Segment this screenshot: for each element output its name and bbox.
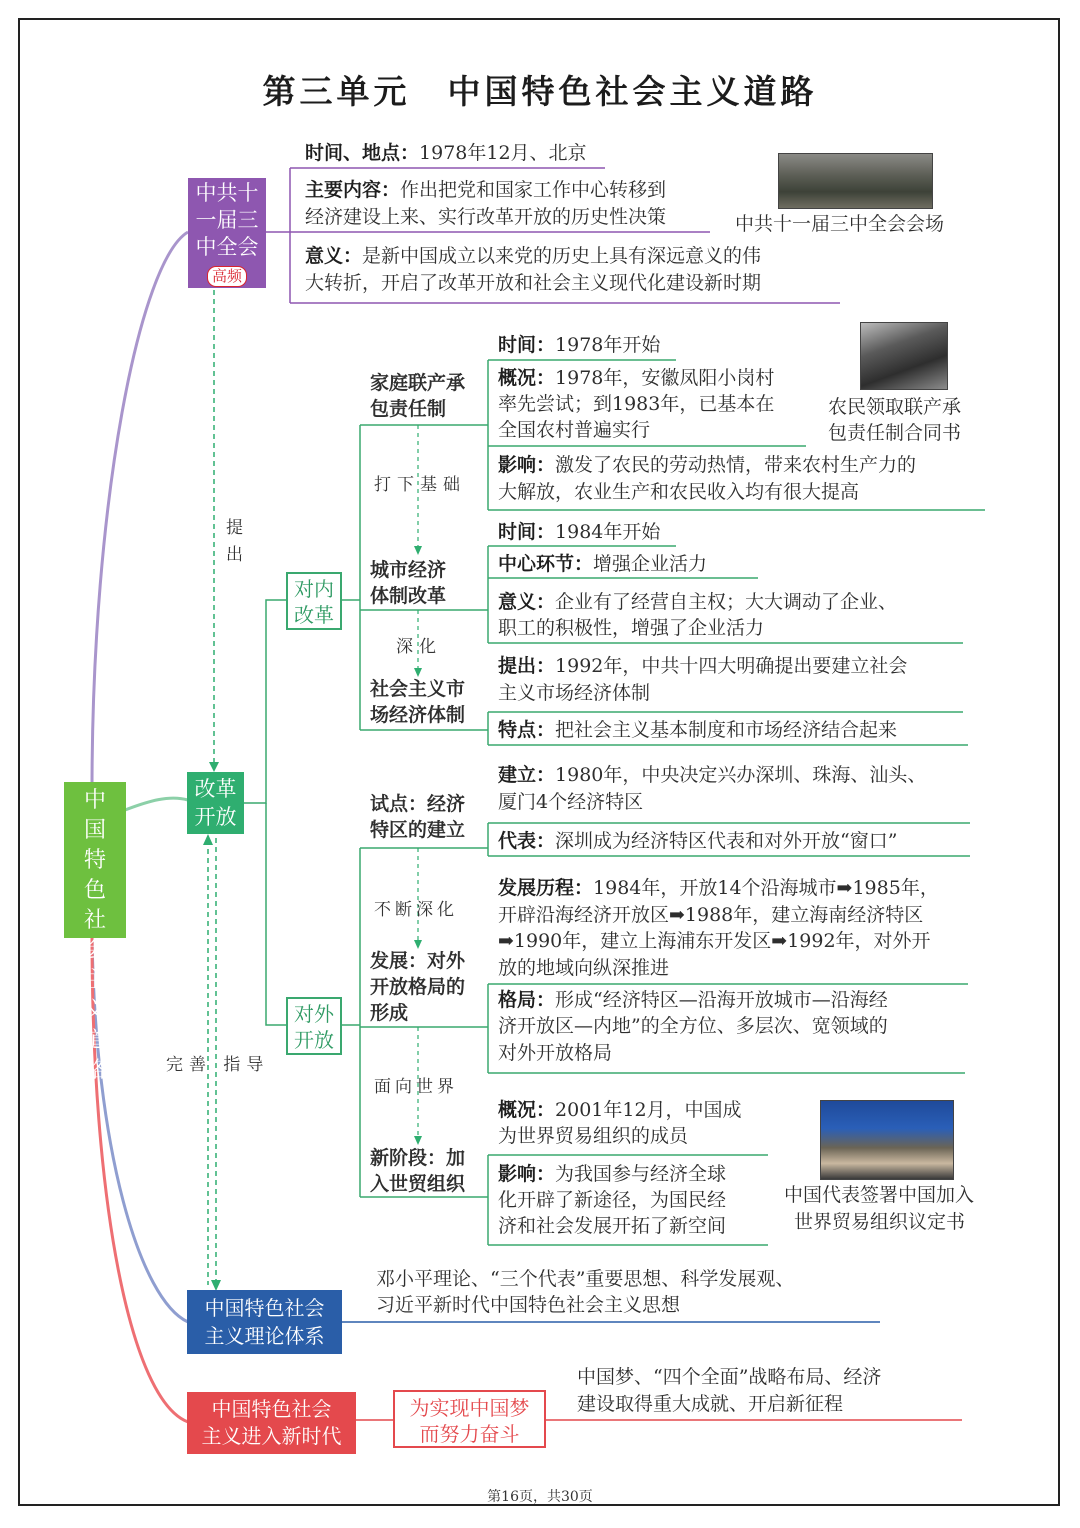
wto-label-line1: 新阶段：加 xyxy=(370,1147,466,1169)
internal-reform-label: 对内改革 xyxy=(294,577,334,627)
plenum-time-text: 时间、地点：1978年12月、北京 xyxy=(305,142,587,164)
root-label: 中国特色社会主义道路 xyxy=(83,788,106,1083)
farmers-photo-caption-line2: 包责任制合同书 xyxy=(828,422,962,444)
sez-label-line1: 试点：经济 xyxy=(370,793,466,815)
development-label-line2: 开放格局的 xyxy=(370,976,466,998)
development-label-line1: 发展：对外 xyxy=(370,950,466,972)
wto-signing-photo xyxy=(820,1100,954,1180)
theory-label-line2: 主义理论体系 xyxy=(204,1324,325,1348)
household-overview-line1: 概况：1978年，安徽凤阳小岗村 xyxy=(498,367,775,389)
farmers-contract-photo xyxy=(860,322,948,390)
household-overview-line2: 率先尝试；到1983年，已基本在 xyxy=(498,393,775,415)
wto-impact-line3: 济和社会发展开拓了新空间 xyxy=(498,1215,727,1237)
high-frequency-badge: 高频 xyxy=(207,266,247,287)
market-feature: 特点：把社会主义基本制度和市场经济结合起来 xyxy=(498,719,898,741)
node-external-opening xyxy=(286,997,342,1055)
sez-established-line1: 建立：1980年，中央决定兴办深圳、珠海、汕头、 xyxy=(498,764,927,786)
link-keep-deepening: 不断深化 xyxy=(374,900,458,920)
pattern-line3: 对外开放格局 xyxy=(498,1042,613,1064)
plenum-content-line2: 经济建设上来、实行改革开放的历史性决策 xyxy=(305,206,667,228)
link-deepen: 深化 xyxy=(396,637,442,657)
urban-meaning-line2: 职工的积极性，增强了企业活力 xyxy=(498,617,765,639)
new-era-text-line2: 建设取得重大成就、开启新征程 xyxy=(577,1393,844,1415)
pattern-line2: 济开放区—内地”的全方位、多层次、宽领域的 xyxy=(498,1015,888,1037)
wto-overview-line1: 概况：2001年12月，中国成 xyxy=(498,1099,742,1121)
development-history-line1: 发展历程：1984年，开放14个沿海城市➡1985年， xyxy=(498,877,939,899)
wto-impact-line2: 化开辟了新途径，为国民经 xyxy=(498,1189,727,1211)
plenum-photo-caption: 中共十一届三中全会会场 xyxy=(735,213,945,235)
node-third-plenum xyxy=(188,178,266,288)
external-opening-label: 对外开放 xyxy=(294,1002,334,1052)
pattern-line1: 格局：形成“经济特区—沿海开放城市—沿海经 xyxy=(498,989,888,1011)
plenum-meaning-line2: 大转折，开启了改革开放和社会主义现代化建设新时期 xyxy=(305,272,762,294)
urban-core: 中心环节：增强企业活力 xyxy=(498,553,708,575)
reform-label: 改革开放 xyxy=(194,777,237,829)
new-era-label-line1: 中国特色社会 xyxy=(211,1397,332,1421)
household-overview-line3: 全国农村普遍实行 xyxy=(498,419,651,441)
link-foundation: 打下基础 xyxy=(374,475,466,495)
goal-line1: 为实现中国梦 xyxy=(409,1396,530,1420)
page-number-footer: 第16页，共30页 xyxy=(487,1489,593,1505)
theory-text-line2: 习近平新时代中国特色社会主义思想 xyxy=(376,1294,681,1316)
farmers-photo-caption-line1: 农民领取联产承 xyxy=(828,396,962,418)
link-propose: 提出 xyxy=(222,518,242,572)
development-history-line4: 放的地域向纵深推进 xyxy=(498,957,670,979)
household-label-line1: 家庭联产承 xyxy=(370,372,466,394)
household-impact-line2: 大解放，农业生产和农民收入均有很大提高 xyxy=(498,481,860,503)
third-plenum-label: 中共十一届三中全会 xyxy=(195,181,259,259)
plenum-content-line1: 主要内容：作出把党和国家工作中心转移到 xyxy=(305,179,667,201)
household-time: 时间：1978年开始 xyxy=(498,334,661,356)
node-china-dream-goal xyxy=(393,1390,546,1448)
node-reform-opening xyxy=(187,772,244,834)
wto-overview-line2: 为世界贸易组织的成员 xyxy=(498,1125,689,1147)
link-improve-guide: 完善 指导 xyxy=(166,1055,270,1075)
wto-photo-caption-line2: 世界贸易组织议定书 xyxy=(794,1211,966,1233)
sez-label-line2: 特区的建立 xyxy=(370,819,466,841)
theory-label-line1: 中国特色社会 xyxy=(204,1296,325,1320)
new-era-label-line2: 主义进入新时代 xyxy=(201,1424,342,1448)
node-new-era xyxy=(187,1392,356,1454)
wto-label-line2: 入世贸组织 xyxy=(370,1173,466,1195)
sez-established-line2: 厦门4个经济特区 xyxy=(498,791,644,813)
urban-time: 时间：1984年开始 xyxy=(498,521,661,543)
sez-representative: 代表：深圳成为经济特区代表和对外开放“窗口” xyxy=(498,830,898,852)
urban-label-line1: 城市经济 xyxy=(370,559,447,581)
root-node xyxy=(64,782,126,1083)
plenum-meaning-line1: 意义：是新中国成立以来党的历史上具有深远意义的伟 xyxy=(305,245,762,267)
theory-text-line1: 邓小平理论、“三个代表”重要思想、科学发展观、 xyxy=(376,1268,795,1290)
page-title: 第三单元 中国特色社会主义道路 xyxy=(262,72,818,111)
market-proposed-line2: 主义市场经济体制 xyxy=(498,682,651,704)
node-internal-reform xyxy=(286,572,342,630)
goal-line2: 而努力奋斗 xyxy=(419,1422,520,1446)
market-proposed-line1: 提出：1992年，中共十四大明确提出要建立社会 xyxy=(498,655,908,677)
market-label-line1: 社会主义市 xyxy=(370,678,466,700)
development-history-line3: ➡1990年，建立上海浦东开发区➡1992年，对外开 xyxy=(498,930,931,952)
development-label-line3: 形成 xyxy=(370,1002,409,1024)
urban-meaning-line1: 意义：企业有了经营自主权；大大调动了企业、 xyxy=(498,591,898,613)
plenum-hall-photo xyxy=(778,153,933,209)
link-face-world: 面向世界 xyxy=(374,1077,458,1097)
household-impact-line1: 影响：激发了农民的劳动热情，带来农村生产力的 xyxy=(498,454,917,476)
wto-photo-caption-line1: 中国代表签署中国加入 xyxy=(784,1184,975,1206)
new-era-text-line1: 中国梦、“四个全面”战略布局、经济 xyxy=(577,1366,882,1388)
household-label-line2: 包责任制 xyxy=(370,398,447,420)
urban-label-line2: 体制改革 xyxy=(370,585,447,607)
development-history-line2: 开辟沿海经济开放区➡1988年，建立海南经济特区 xyxy=(498,904,924,926)
wto-impact-line1: 影响：为我国参与经济全球 xyxy=(498,1163,727,1185)
market-label-line2: 场经济体制 xyxy=(370,704,466,726)
node-theory-system xyxy=(187,1290,342,1354)
